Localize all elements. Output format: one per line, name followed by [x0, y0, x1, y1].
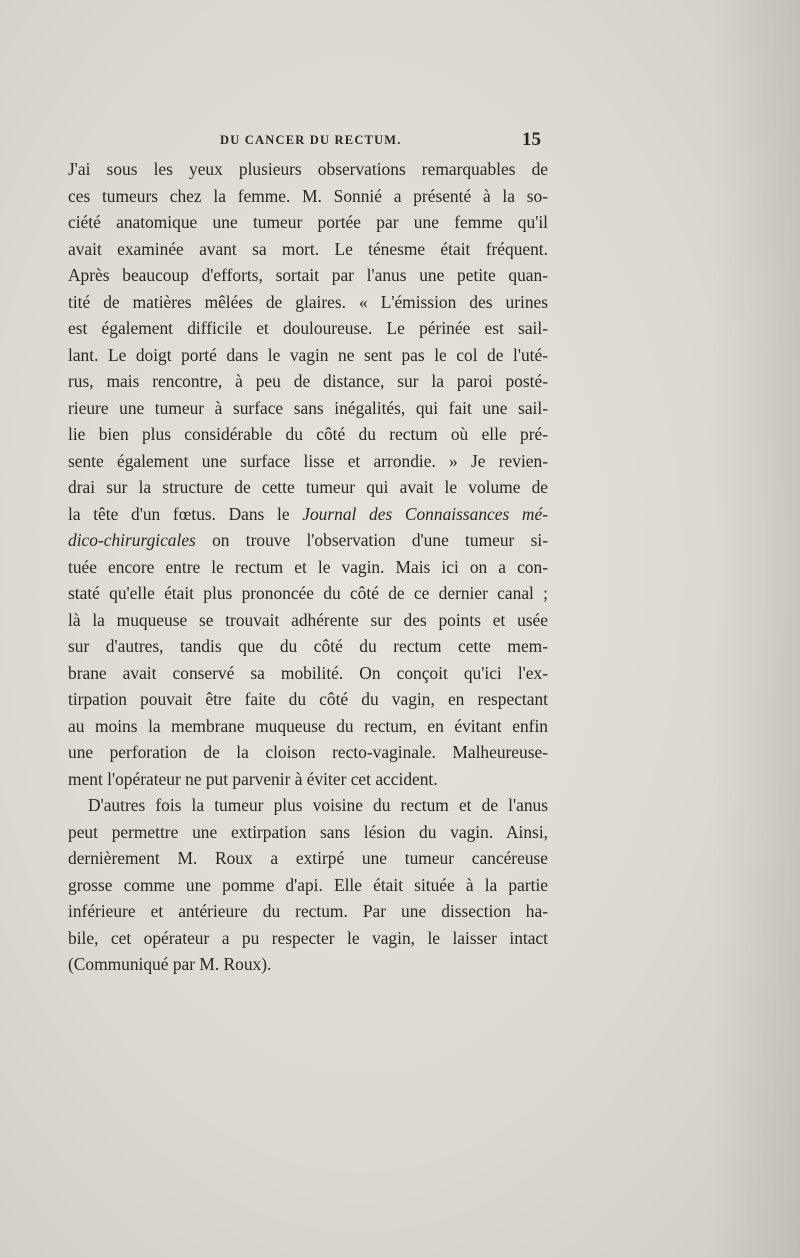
text-line: ment l'opérateur ne put parvenir à éviter cet accident. [68, 768, 438, 789]
text-line: lant. Le doigt porté dans le vagin ne sent pas le col de l'uté- [68, 344, 548, 365]
text-line: avait examinée avant sa mort. Le ténesme était fréquent. [68, 238, 548, 259]
text-line: drai sur la structure de cette tumeur qui avait le volume de [68, 477, 548, 497]
text-line: rus, mais rencontre, à peu de distance, sur la paroi posté- [68, 371, 548, 391]
text-line: ciété anatomique une tumeur portée par une femme qu'il [68, 212, 548, 232]
text-line: grosse comme une pomme d'api. Elle était située à la partie [68, 874, 548, 895]
text-line-paragraph-start: D'autres fois la tumeur plus voisine du rectum et de l'anus [88, 795, 548, 815]
text-line: rieure une tumeur à surface sans inégalités, qui fait une sail- [68, 397, 548, 418]
text-line: sur d'autres, tandis que du côté du rectum cette mem- [68, 636, 548, 656]
text-line: tirpation pouvait être faite du côté du vagin, en respectant [68, 689, 548, 709]
text-line: tuée encore entre le rectum et le vagin. Mais ici on a con- [68, 556, 548, 577]
text-line: dernièrement M. Roux a extirpé une tumeur cancéreuse [68, 848, 548, 868]
text-line: là la muqueuse se trouvait adhérente sur des points et usée [68, 609, 548, 630]
body-text [68, 156, 548, 978]
text-line: Après beaucoup d'efforts, sortait par l'anus une petite quan- [68, 265, 548, 285]
text-line: J'ai sous les yeux plusieurs observations remarquables de [68, 159, 548, 179]
page-header [68, 129, 548, 155]
text-line: peut permettre une extirpation sans lésion du vagin. Ainsi, [68, 821, 548, 842]
text-line: est également difficile et douloureuse. Le périnée est sail- [68, 318, 548, 338]
page-edge-shadow [710, 0, 800, 1258]
text-line: staté qu'elle était plus prononcée du côté de ce dernier canal ; [68, 583, 548, 603]
text-line: ces tumeurs chez la femme. M. Sonnié a présenté à la so- [68, 185, 548, 206]
journal-title-continued: dico-chirurgicales [68, 530, 196, 550]
text-line: bile, cet opérateur a pu respecter le vagin, le laisser intact [68, 927, 548, 948]
text-line: tité de matières mêlées de glaires. « L'émission des urines [68, 291, 548, 312]
text-line-with-title [68, 527, 548, 554]
text-line: au moins la membrane muqueuse du rectum, en évitant enfin [68, 715, 548, 736]
text-line: (Communiqué par M. Roux). [68, 954, 272, 974]
text-segment: la tête d'un fœtus. Dans le [68, 503, 290, 524]
journal-title: Journal des Connaissances mé- [302, 503, 548, 524]
text-line: sente également une surface lisse et arrondie. » Je revien- [68, 450, 548, 471]
text-segment: on trouve l'observation d'une tumeur si- [195, 530, 548, 550]
page-number: 15 [522, 129, 541, 150]
text-line: une perforation de la cloison recto-vaginale. Malheureuse- [68, 742, 548, 762]
text-line: brane avait conservé sa mobilité. On conçoit qu'ici l'ex- [68, 662, 548, 683]
text-line: lie bien plus considérable du côté du rectum où elle pré- [68, 424, 548, 444]
text-line-with-title [68, 501, 548, 528]
running-head: DU CANCER DU RECTUM. [220, 133, 402, 147]
text-line: inférieure et antérieure du rectum. Par une dissection ha- [68, 901, 548, 921]
